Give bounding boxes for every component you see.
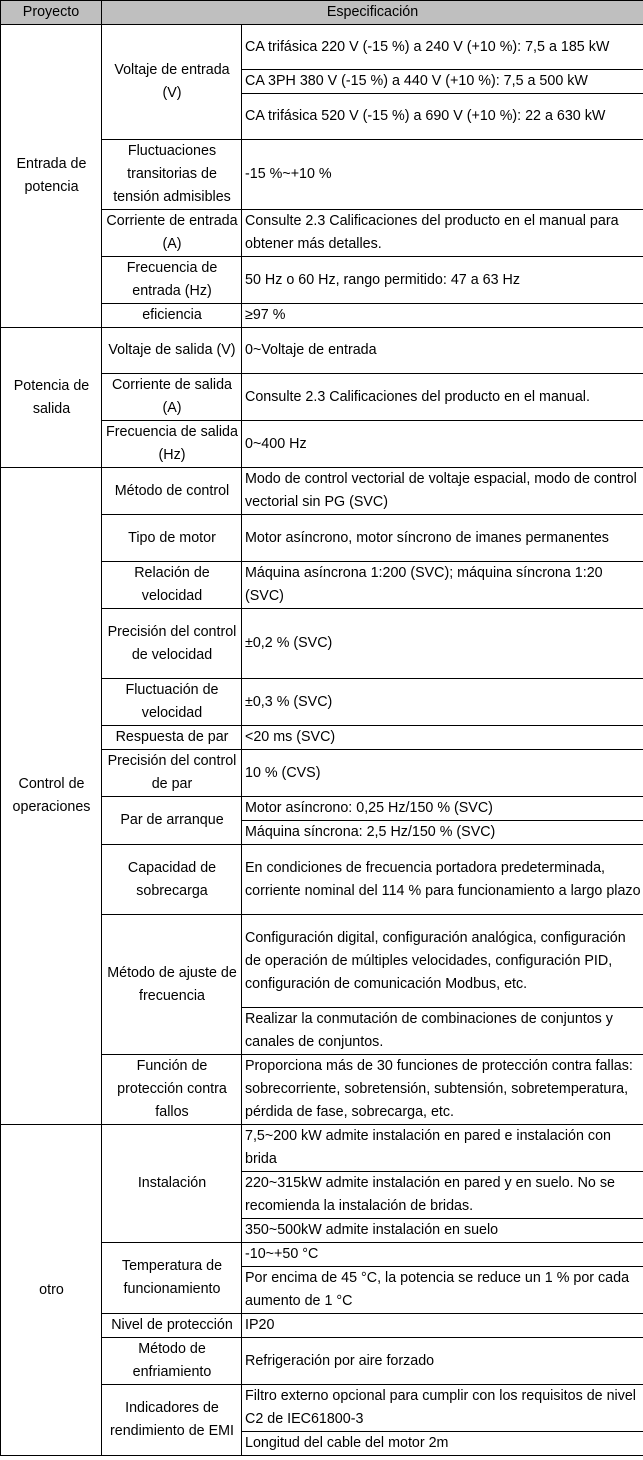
category-cell: Entrada de potencia xyxy=(1,25,102,328)
item-cell: Voltaje de salida (V) xyxy=(102,328,242,374)
spec-cell: Motor asíncrono, motor síncrono de imanes permanentes xyxy=(242,515,643,562)
spec-cell: -15 %~+10 % xyxy=(242,140,643,210)
item-cell: Capacidad de sobrecarga xyxy=(102,845,242,915)
item-cell: Precisión del control de velocidad xyxy=(102,609,242,679)
spec-cell: Por encima de 45 °C, la potencia se reduce un 1 % por cada aumento de 1 °C xyxy=(242,1267,643,1314)
header-project: Proyecto xyxy=(1,1,102,25)
table-header-row xyxy=(1,1,643,25)
spec-cell: Consulte 2.3 Calificaciones del producto en el manual para obtener más detalles. xyxy=(242,210,643,257)
item-cell: Fluctuación de velocidad xyxy=(102,679,242,726)
table-row xyxy=(1,1125,643,1172)
item-cell: Relación de velocidad xyxy=(102,562,242,609)
spec-cell: 220~315kW admite instalación en pared y en suelo. No se recomienda la instalación de bridas. xyxy=(242,1172,643,1219)
header-specification: Especificación xyxy=(102,1,643,25)
category-cell: Potencia de salida xyxy=(1,328,102,468)
item-cell: Fluctuaciones transitorias de tensión admisibles xyxy=(102,140,242,210)
item-cell: Método de ajuste de frecuencia xyxy=(102,915,242,1055)
item-cell: Frecuencia de entrada (Hz) xyxy=(102,257,242,304)
table-row xyxy=(1,468,643,515)
item-cell: eficiencia xyxy=(102,304,242,328)
table-row xyxy=(1,25,643,70)
spec-cell: Modo de control vectorial de voltaje espacial, modo de control vectorial sin PG (SVC) xyxy=(242,468,643,515)
item-cell: Nivel de protección xyxy=(102,1314,242,1338)
item-cell: Corriente de entrada (A) xyxy=(102,210,242,257)
item-cell: Corriente de salida (A) xyxy=(102,374,242,421)
spec-cell: 350~500kW admite instalación en suelo xyxy=(242,1219,643,1243)
item-cell: Método de enfriamiento xyxy=(102,1338,242,1385)
spec-cell: 50 Hz o 60 Hz, rango permitido: 47 a 63 Hz xyxy=(242,257,643,304)
spec-cell: Filtro externo opcional para cumplir con los requisitos de nivel C2 de IEC61800-3 xyxy=(242,1385,643,1432)
item-cell: Tipo de motor xyxy=(102,515,242,562)
item-cell: Método de control xyxy=(102,468,242,515)
item-cell: Función de protección contra fallos xyxy=(102,1055,242,1125)
spec-cell: <20 ms (SVC) xyxy=(242,726,643,750)
item-cell: Respuesta de par xyxy=(102,726,242,750)
spec-cell: -10~+50 °C xyxy=(242,1243,643,1267)
spec-cell: Refrigeración por aire forzado xyxy=(242,1338,643,1385)
spec-cell: Máquina síncrona: 2,5 Hz/150 % (SVC) xyxy=(242,821,643,845)
table-body xyxy=(1,25,643,1456)
spec-cell: CA trifásica 520 V (-15 %) a 690 V (+10 %): 22 a 630 kW xyxy=(242,94,643,140)
spec-cell: Motor asíncrono: 0,25 Hz/150 % (SVC) xyxy=(242,797,643,821)
item-cell: Voltaje de entrada (V) xyxy=(102,25,242,140)
table-row xyxy=(1,328,643,374)
item-cell: Frecuencia de salida (Hz) xyxy=(102,421,242,468)
spec-cell: 7,5~200 kW admite instalación en pared e instalación con brida xyxy=(242,1125,643,1172)
spec-cell: CA 3PH 380 V (-15 %) a 440 V (+10 %): 7,5 a 500 kW xyxy=(242,70,643,94)
spec-cell: Realizar la conmutación de combinaciones de conjuntos y canales de conjuntos. xyxy=(242,1008,643,1055)
spec-cell: ±0,2 % (SVC) xyxy=(242,609,643,679)
spec-cell: Consulte 2.3 Calificaciones del producto en el manual. xyxy=(242,374,643,421)
item-cell: Precisión del control de par xyxy=(102,750,242,797)
spec-cell: En condiciones de frecuencia portadora predeterminada, corriente nominal del 114 % para funcionamiento a largo plazo xyxy=(242,845,643,915)
category-cell: otro xyxy=(1,1125,102,1456)
spec-cell: Configuración digital, configuración analógica, configuración de operación de múltiples velocidades, configuración PID, configuración de comunicación Modbus, etc. xyxy=(242,915,643,1008)
spec-cell: Máquina asíncrona 1:200 (SVC); máquina síncrona 1:20 (SVC) xyxy=(242,562,643,609)
spec-cell: ±0,3 % (SVC) xyxy=(242,679,643,726)
spec-cell: IP20 xyxy=(242,1314,643,1338)
spec-cell: ≥97 % xyxy=(242,304,643,328)
spec-cell: 0~400 Hz xyxy=(242,421,643,468)
spec-cell: Proporciona más de 30 funciones de protección contra fallas: sobrecorriente, sobretensión, subtensión, sobretemperatura, pérdida de fase, sobrecarga, etc. xyxy=(242,1055,643,1125)
spec-cell: 10 % (CVS) xyxy=(242,750,643,797)
item-cell: Par de arranque xyxy=(102,797,242,845)
item-cell: Temperatura de funcionamiento xyxy=(102,1243,242,1314)
spec-cell: Longitud del cable del motor 2m xyxy=(242,1432,643,1456)
item-cell: Indicadores de rendimiento de EMI xyxy=(102,1385,242,1456)
item-cell: Instalación xyxy=(102,1125,242,1243)
spec-cell: 0~Voltaje de entrada xyxy=(242,328,643,374)
spec-cell: CA trifásica 220 V (-15 %) a 240 V (+10 %): 7,5 a 185 kW xyxy=(242,25,643,70)
category-cell: Control de operaciones xyxy=(1,468,102,1125)
